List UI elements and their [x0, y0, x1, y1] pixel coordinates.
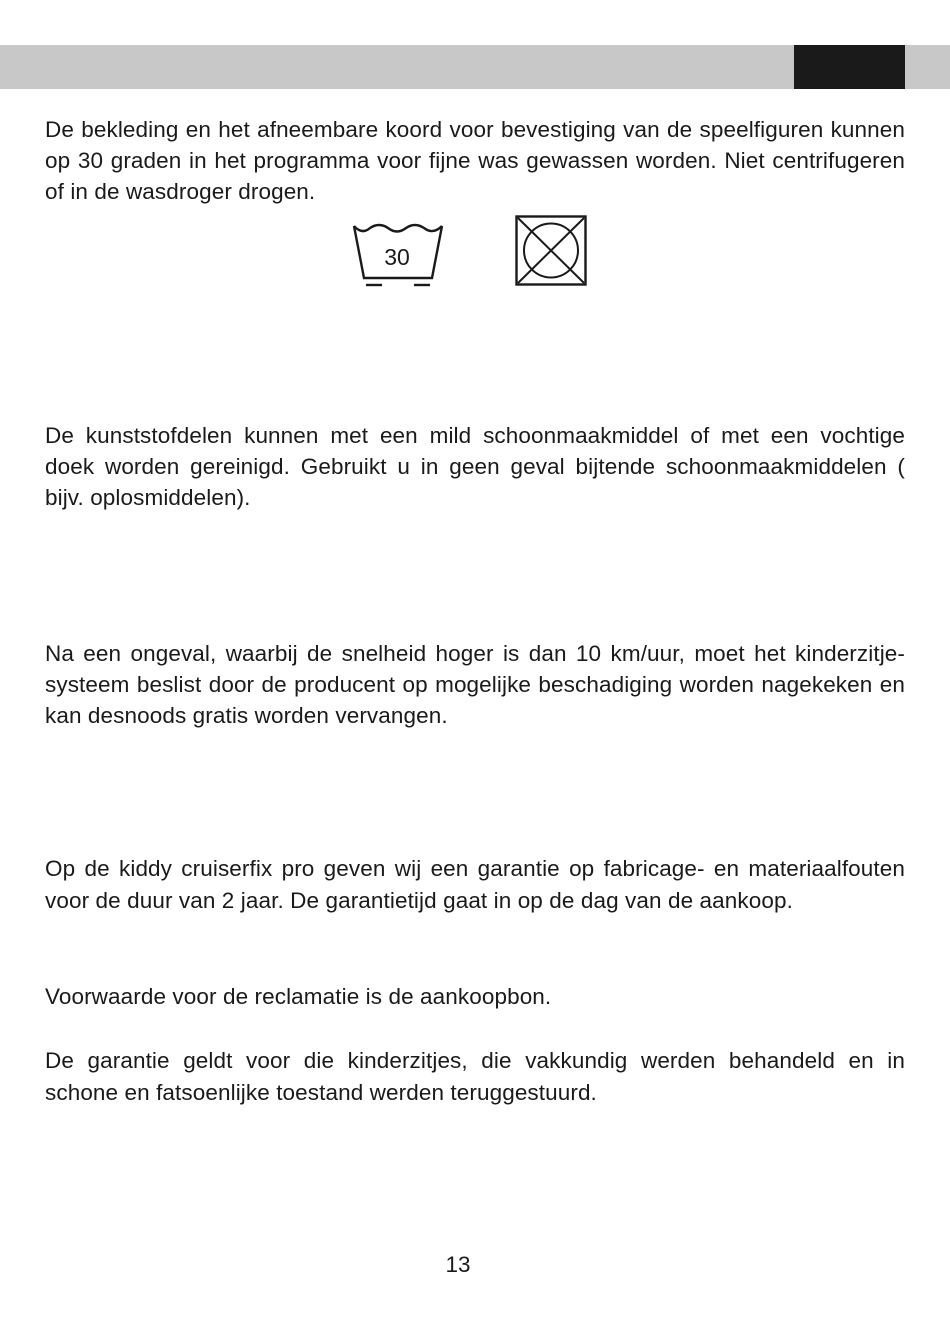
care-fabric-paragraph: De bekleding en het afneembare koord voor bevestiging van de speelfiguren kunnen op 30 graden in het programma voor fijne was gewassen worden. Niet centrifugeren of in de wasdroger drogen.	[45, 117, 905, 204]
section-tab	[794, 45, 905, 89]
receipt-condition-paragraph: Voorwaarde voor de reclamatie is de aankoopbon.	[45, 984, 552, 1009]
wash-temperature-label: 30	[384, 244, 410, 270]
return-condition-paragraph: De garantie geldt voor die kinderzitjes, die vakkundig werden behandeld en in schone en fatsoenlijke toestand werden teruggestuurd.	[45, 1048, 905, 1105]
no-tumble-dry-icon	[515, 215, 587, 286]
wash-30-gentle-icon	[352, 222, 444, 288]
warranty-paragraph: Op de kiddy cruiserfix pro geven wij een garantie op fabricage- en materiaalfouten voor de duur van 2 jaar. De garantietijd gaat in op de dag van de aankoop.	[45, 856, 905, 913]
care-plastic-paragraph: De kunststofdelen kunnen met een mild schoonmaakmiddel of met een vochtige doek worden gereinigd. Gebruikt u in geen geval bijtende schoonmaakmiddelen ( bijv. oplosmiddelen).	[45, 423, 905, 510]
page-number: 13	[445, 1252, 471, 1277]
accident-paragraph: Na een ongeval, waarbij de snelheid hoger is dan 10 km/uur, moet het kinderzitje-systeem beslist door de producent op mogelijke beschadiging worden nagekeken en kan desnoods gratis worden vervangen.	[45, 641, 905, 728]
